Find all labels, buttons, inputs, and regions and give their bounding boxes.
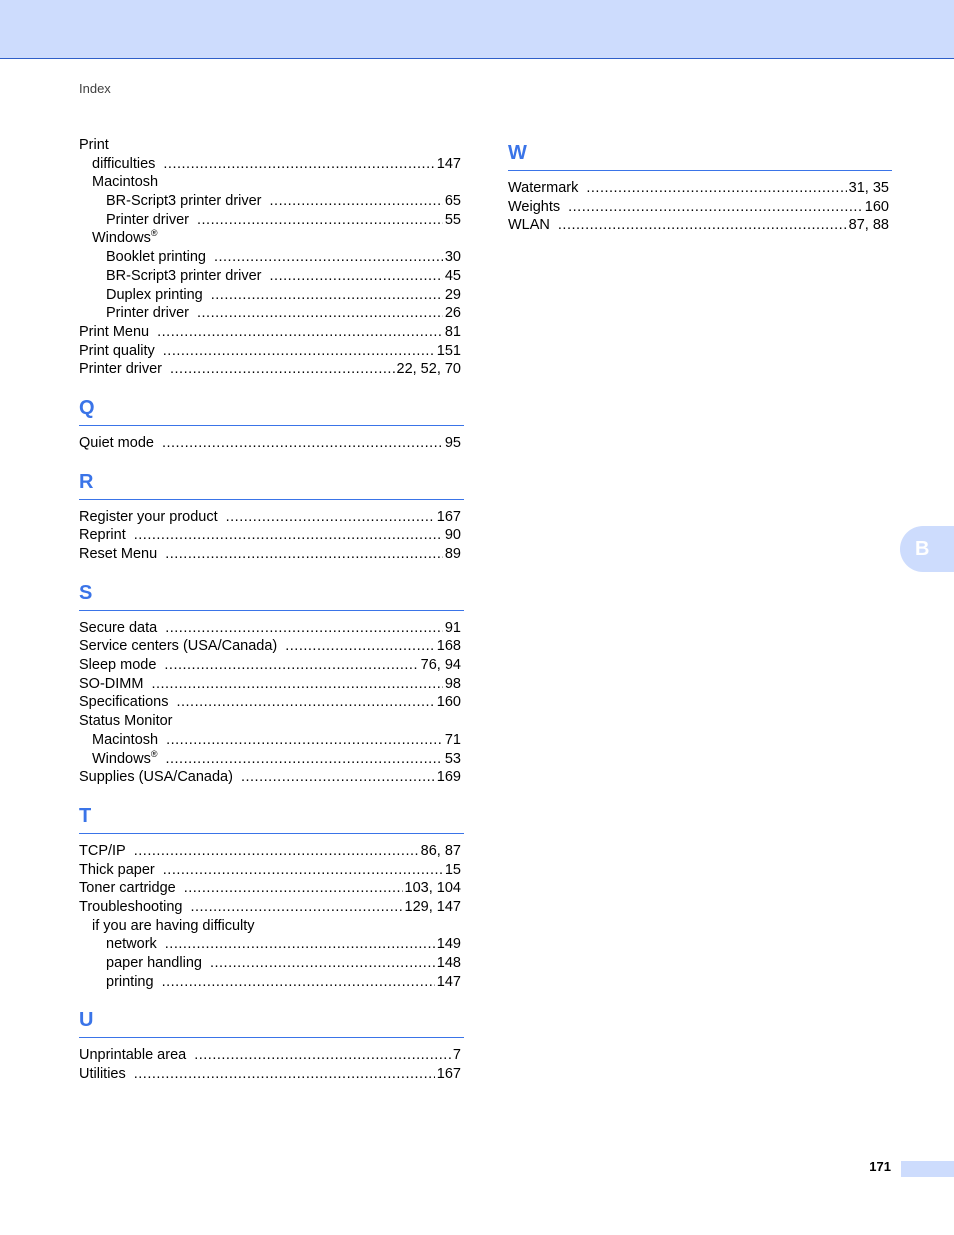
index-entry: Supplies (USA/Canada) ..... 169: [79, 768, 464, 787]
section-heading-r: R: [79, 465, 464, 500]
index-column-left: [79, 136, 464, 1084]
index-entry: Print quality ..... 151: [79, 342, 464, 361]
page-ref: 89: [444, 546, 461, 562]
page-ref: 87, 88: [848, 217, 889, 234]
running-head: Index: [79, 81, 111, 96]
dot-leader: [163, 342, 435, 361]
dot-leader: [165, 619, 443, 638]
index-entry: Utilities ..... 167: [79, 1065, 464, 1084]
page-ref: 45: [444, 267, 461, 284]
chapter-tab: B: [900, 526, 954, 572]
dot-leader: [134, 842, 419, 861]
section-heading-q: Q: [79, 391, 464, 426]
index-entry: TCP/IP ..... 86, 87: [79, 842, 464, 861]
page-ref: 160: [436, 694, 461, 711]
index-entry: Status Monitor: [79, 713, 173, 730]
page-ref: 55: [444, 211, 461, 228]
page-ref: 86, 87: [420, 842, 461, 859]
dot-leader: [270, 192, 443, 211]
dot-leader: [190, 898, 402, 917]
index-entry: Windows® ..... 53: [79, 750, 464, 769]
dot-leader: [157, 323, 443, 342]
index-entry: printing ..... 147: [79, 973, 464, 992]
index-column-right: [508, 136, 892, 235]
page-ref: 71: [444, 731, 461, 748]
index-entry: Specifications ..... 160: [79, 693, 464, 712]
page-ref: 167: [436, 508, 461, 525]
page-ref: 7: [452, 1047, 461, 1064]
page-ref: 91: [444, 619, 461, 636]
index-entry: difficulties ..... 147: [79, 155, 464, 174]
index-entry: Booklet printing ..... 30: [79, 248, 464, 267]
dot-leader: [558, 216, 847, 235]
section-heading-s: S: [79, 576, 464, 611]
dot-leader: [134, 1065, 435, 1084]
page-ref: 22, 52, 70: [396, 361, 461, 378]
index-entry: SO-DIMM ..... 98: [79, 675, 464, 694]
dot-leader: [162, 973, 435, 992]
dot-leader: [163, 155, 434, 174]
dot-leader: [170, 360, 395, 379]
dot-leader: [151, 675, 442, 694]
page-ref: 149: [436, 936, 461, 953]
section-heading-w: W: [508, 136, 892, 171]
section-heading-u: U: [79, 1003, 464, 1038]
index-entry: Printer driver ..... 55: [79, 211, 464, 230]
page-ref: 103, 104: [404, 880, 461, 897]
index-entry: Register your product ..... 167: [79, 508, 464, 527]
index-entry: Macintosh ..... 71: [79, 731, 464, 750]
header-band: [0, 0, 954, 59]
index-entry: BR-Script3 printer driver ..... 65: [79, 192, 464, 211]
index-entry: if you are having difficulty: [92, 917, 255, 934]
page-ref: 169: [436, 769, 461, 786]
page-ref: 151: [436, 342, 461, 359]
index-entry: Printer driver ..... 26: [79, 304, 464, 323]
dot-leader: [211, 286, 443, 305]
page-ref: 147: [436, 155, 461, 172]
index-entry: Reset Menu ..... 89: [79, 545, 464, 564]
index-entry: Quiet mode ..... 95: [79, 434, 464, 453]
index-entry: Printer driver ..... 22, 52, 70: [79, 360, 464, 379]
page-ref: 76, 94: [420, 657, 461, 674]
page-ref: 147: [436, 973, 461, 990]
dot-leader: [226, 508, 435, 527]
page-ref: 98: [444, 675, 461, 692]
index-entry: Toner cartridge ..... 103, 104: [79, 879, 464, 898]
dot-leader: [214, 248, 443, 267]
index-entry: Troubleshooting ..... 129, 147: [79, 898, 464, 917]
index-entry: network ..... 149: [79, 935, 464, 954]
dot-leader: [165, 935, 435, 954]
dot-leader: [568, 198, 863, 217]
page-ref: 129, 147: [404, 898, 461, 915]
page-ref: 15: [444, 861, 461, 878]
page-ref: 29: [444, 286, 461, 303]
index-entry: Secure data ..... 91: [79, 619, 464, 638]
section-heading-t: T: [79, 799, 464, 834]
dot-leader: [166, 731, 443, 750]
dot-leader: [162, 434, 443, 453]
index-entry: WLAN ..... 87, 88: [508, 216, 892, 235]
page-ref: 65: [444, 193, 461, 210]
index-entry: paper handling ..... 148: [79, 954, 464, 973]
dot-leader: [285, 637, 435, 656]
dot-leader: [165, 750, 442, 769]
index-entry: Windows®: [92, 228, 158, 247]
page-ref: 167: [436, 1066, 461, 1083]
dot-leader: [176, 693, 434, 712]
index-entry: Watermark ..... 31, 35: [508, 179, 892, 198]
dot-leader: [241, 768, 435, 787]
page-ref: 53: [444, 750, 461, 767]
index-entry: Weights ..... 160: [508, 198, 892, 217]
page-ref: 168: [436, 638, 461, 655]
dot-leader: [210, 954, 435, 973]
index-entry: BR-Script3 printer driver ..... 45: [79, 267, 464, 286]
page-ref: 31, 35: [848, 180, 889, 196]
index-entry: Unprintable area ..... 7: [79, 1046, 464, 1065]
page-number: 171: [869, 1159, 891, 1174]
footer-bar: [901, 1161, 954, 1177]
page-ref: 81: [444, 323, 461, 340]
dot-leader: [163, 861, 443, 880]
page-ref: 148: [436, 955, 461, 971]
dot-leader: [165, 545, 443, 564]
index-entry: Print Menu ..... 81: [79, 323, 464, 342]
page-ref: 30: [444, 249, 461, 266]
index-entry: Thick paper ..... 15: [79, 861, 464, 880]
page-ref: 95: [444, 434, 461, 451]
index-entry: Print: [79, 137, 109, 153]
dot-leader: [164, 656, 418, 675]
dot-leader: [184, 879, 403, 898]
page-ref: 26: [444, 305, 461, 322]
dot-leader: [270, 267, 443, 286]
index-entry: Macintosh: [92, 174, 159, 191]
index-entry: Sleep mode ..... 76, 94: [79, 656, 464, 675]
dot-leader: [586, 179, 846, 198]
index-entry: Reprint ..... 90: [79, 526, 464, 545]
index-entry: Duplex printing ..... 29: [79, 286, 464, 305]
dot-leader: [194, 1046, 451, 1065]
index-entry: Service centers (USA/Canada) ..... 168: [79, 637, 464, 656]
dot-leader: [134, 526, 443, 545]
page-ref: 160: [864, 198, 889, 215]
dot-leader: [197, 304, 443, 323]
page-ref: 90: [444, 527, 461, 544]
dot-leader: [197, 211, 443, 230]
